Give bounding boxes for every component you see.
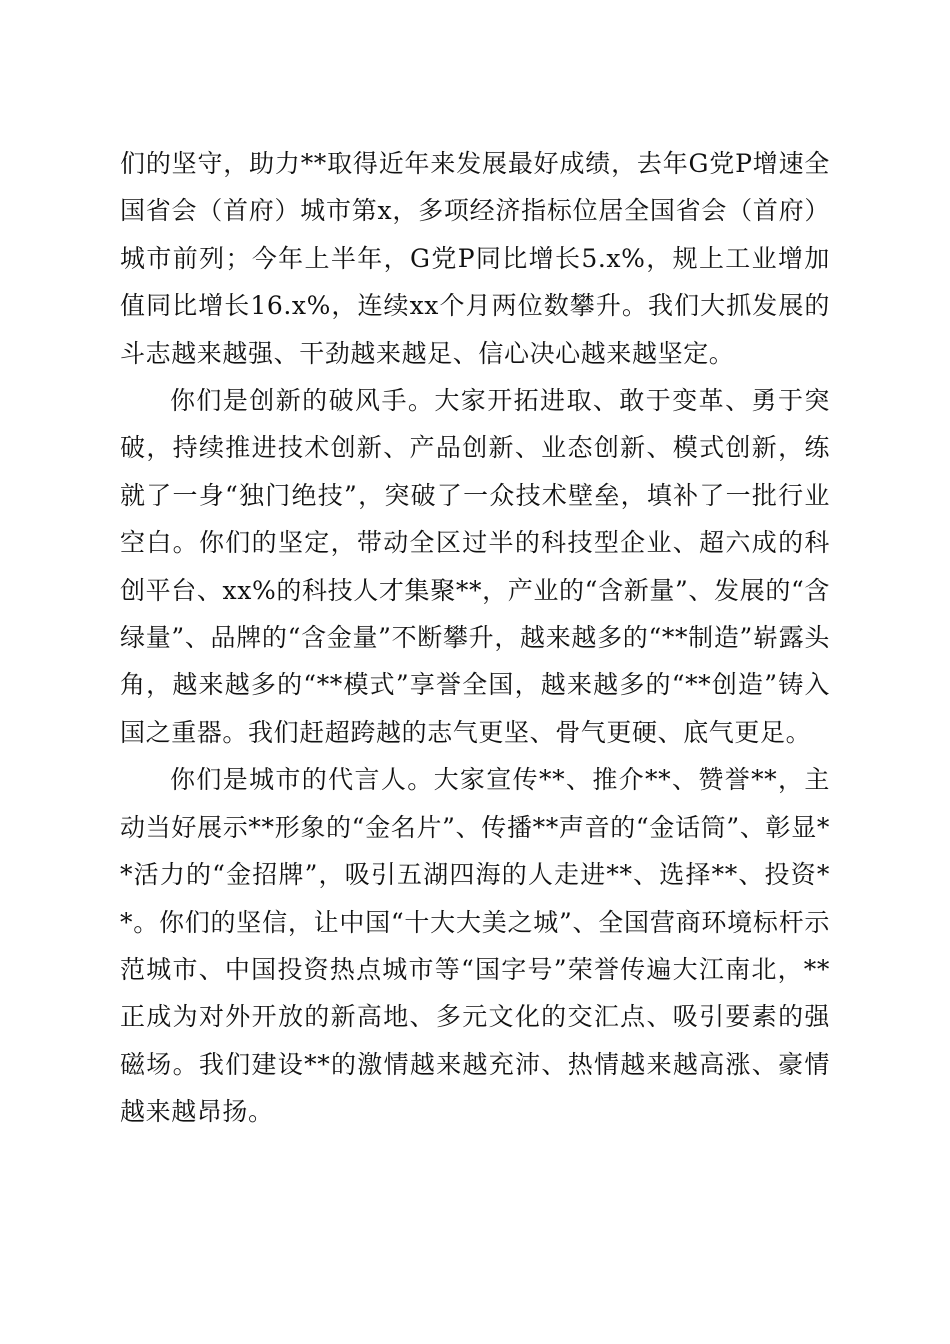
document-body [120,140,830,1136]
paragraph-innovation: 你们是创新的破风手。大家开拓进取、敢于变革、勇于突破，持续推进技术创新、产品创新、业态创新、模式创新，练就了一身“独门绝技”，突破了一众技术壁垒，填补了一批行业空白。你们的坚定，带动全区过半的科技型企业、超六成的科创平台、xx%的科技人才集聚**，产业的“含新量”、发展的“含绿量”、品牌的“含金量”不断攀升，越来越多的“**制造”崭露头角，越来越多的“**模式”享誉全国，越来越多的“**创造”铸入国之重器。我们赶超跨越的志气更坚、骨气更硬、底气更足。 [120,386,830,747]
paragraph-city-spokesperson: 你们是城市的代言人。大家宣传**、推介**、赞誉**，主动当好展示**形象的“金名片”、传播**声音的“金话筒”、彰显**活力的“金招牌”，吸引五湖四海的人走进**、选择**、投资**。你们的坚信，让中国“十大大美之城”、全国营商环境标杆示范城市、中国投资热点城市等“国字号”荣誉传遍大江南北，**正成为对外开放的新高地、多元文化的交汇点、吸引要素的强磁场。我们建设**的激情越来越充沛、热情越来越高涨、豪情越来越昂扬。 [120,765,830,1127]
paragraph-continuation: 们的坚守，助力**取得近年来发展最好成绩，去年G党P增速全国省会（首府）城市第x，多项经济指标位居全国省会（首府）城市前列；今年上半年，G党P同比增长5.x%，规上工业增加值同比增长16.x%，连续xx个月两位数攀升。我们大抓发展的斗志越来越强、干劲越来越足、信心决心越来越坚定。 [120,149,830,368]
